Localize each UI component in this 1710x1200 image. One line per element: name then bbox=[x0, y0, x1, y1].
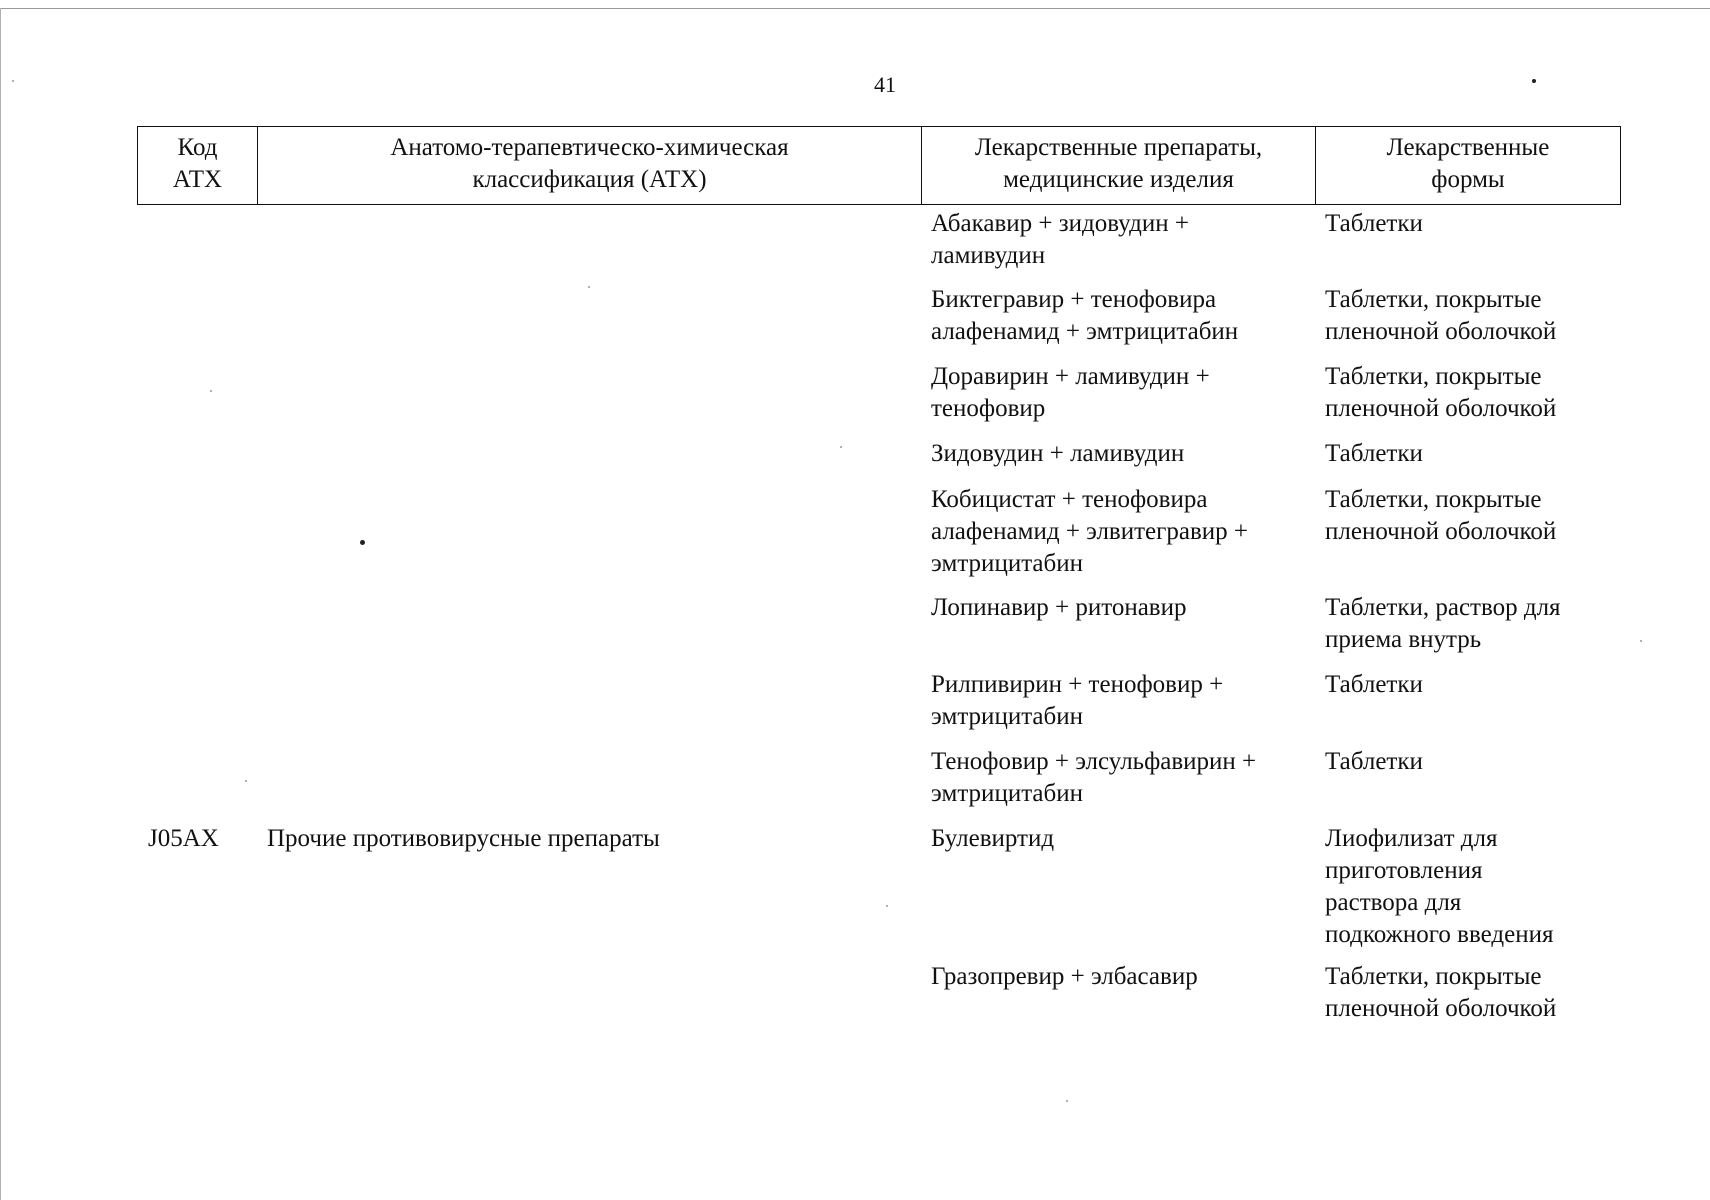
form-line: Таблетки, покрытые bbox=[1325, 963, 1542, 990]
scan-speck bbox=[588, 286, 590, 288]
header-classification bbox=[258, 127, 922, 204]
scan-speck bbox=[840, 446, 842, 448]
scan-speck bbox=[1640, 640, 1642, 642]
form-line: пленочной оболочкой bbox=[1325, 995, 1557, 1022]
scan-dot bbox=[1532, 79, 1536, 83]
drug-cell bbox=[931, 208, 1311, 272]
header-drugs-line: Лекарственные препараты, bbox=[974, 134, 1263, 161]
table-header bbox=[137, 126, 1621, 205]
scan-speck bbox=[245, 780, 247, 782]
form-cell bbox=[1325, 669, 1615, 701]
form-cell bbox=[1325, 961, 1615, 1025]
form-cell bbox=[1325, 823, 1615, 951]
scan-speck bbox=[1066, 1100, 1068, 1102]
form-cell bbox=[1325, 746, 1615, 778]
header-drugs bbox=[922, 127, 1316, 204]
drug-cell bbox=[931, 284, 1311, 348]
drug-line: Рилпивирин + тенофовир + bbox=[931, 671, 1224, 698]
header-classification-line: Анатомо-терапевтическо-химическая bbox=[390, 134, 789, 161]
form-line: Таблетки bbox=[1325, 748, 1423, 775]
scan-speck bbox=[210, 390, 212, 392]
drug-cell bbox=[931, 484, 1311, 580]
drug-cell bbox=[931, 438, 1311, 470]
drug-line: тенофовир bbox=[931, 395, 1046, 422]
form-line: Лиофилизат для bbox=[1325, 825, 1498, 852]
scan-dot bbox=[360, 540, 365, 545]
drug-line: Лопинавир + ритонавир bbox=[931, 594, 1187, 621]
scan-edge-left bbox=[0, 8, 1, 1200]
drug-cell bbox=[931, 746, 1311, 810]
drug-line: Кобицистат + тенофовира bbox=[931, 486, 1208, 513]
classification-cell: Прочие противовирусные препараты bbox=[267, 825, 660, 852]
scan-edge-top bbox=[0, 8, 1710, 9]
drug-line: Булевиртид bbox=[931, 825, 1055, 852]
drug-cell bbox=[931, 823, 1311, 855]
form-line: Таблетки bbox=[1325, 440, 1423, 467]
header-forms-line: формы bbox=[1431, 166, 1505, 193]
header-classification-line: классификация (АТХ) bbox=[472, 166, 707, 193]
page-number: 41 bbox=[874, 72, 896, 97]
form-cell bbox=[1325, 438, 1615, 470]
drug-line: Доравирин + ламивудин + bbox=[931, 363, 1210, 390]
form-line: приема внутрь bbox=[1325, 626, 1482, 653]
header-forms-line: Лекарственные bbox=[1386, 134, 1550, 161]
drug-line: ламивудин bbox=[931, 242, 1046, 269]
drug-cell bbox=[931, 361, 1311, 425]
form-line: Таблетки bbox=[1325, 210, 1423, 237]
form-cell bbox=[1325, 484, 1615, 548]
drug-line: эмтрицитабин bbox=[931, 550, 1084, 577]
drug-cell bbox=[931, 669, 1311, 733]
form-line: приготовления bbox=[1325, 857, 1483, 884]
form-cell bbox=[1325, 361, 1615, 425]
form-line: Таблетки, покрытые bbox=[1325, 363, 1542, 390]
drug-cell bbox=[931, 592, 1311, 624]
drug-cell bbox=[931, 961, 1311, 993]
form-line: подкожного введения bbox=[1325, 921, 1554, 948]
form-line: раствора для bbox=[1325, 889, 1462, 916]
drug-line: эмтрицитабин bbox=[931, 703, 1084, 730]
drug-line: Зидовудин + ламивудин bbox=[931, 440, 1185, 467]
form-line: Таблетки bbox=[1325, 671, 1423, 698]
atc-code-cell: J05AX bbox=[148, 825, 219, 852]
form-line: пленочной оболочкой bbox=[1325, 318, 1557, 345]
drug-line: Абакавир + зидовудин + bbox=[931, 210, 1189, 237]
header-code-line: Код bbox=[177, 134, 218, 161]
form-cell bbox=[1325, 592, 1615, 656]
scan-speck bbox=[12, 80, 14, 82]
header-forms bbox=[1316, 127, 1620, 204]
drug-line: Тенофовир + элсульфавирин + bbox=[931, 748, 1257, 775]
header-code-line: АТХ bbox=[172, 166, 223, 193]
form-line: Таблетки, покрытые bbox=[1325, 486, 1542, 513]
drug-line: алафенамид + элвитегравир + bbox=[931, 518, 1249, 545]
drug-line: Гразопревир + элбасавир bbox=[931, 963, 1198, 990]
header-code bbox=[138, 127, 258, 204]
scan-speck bbox=[886, 905, 888, 907]
drug-line: эмтрицитабин bbox=[931, 780, 1084, 807]
form-line: Таблетки, покрытые bbox=[1325, 286, 1542, 313]
form-cell bbox=[1325, 284, 1615, 348]
header-drugs-line: медицинские изделия bbox=[1003, 166, 1234, 193]
form-line: пленочной оболочкой bbox=[1325, 518, 1557, 545]
form-line: Таблетки, раствор для bbox=[1325, 594, 1561, 621]
drug-line: Биктегравир + тенофовира bbox=[931, 286, 1217, 313]
drug-line: алафенамид + эмтрицитабин bbox=[931, 318, 1239, 345]
form-cell bbox=[1325, 208, 1615, 240]
form-line: пленочной оболочкой bbox=[1325, 395, 1557, 422]
